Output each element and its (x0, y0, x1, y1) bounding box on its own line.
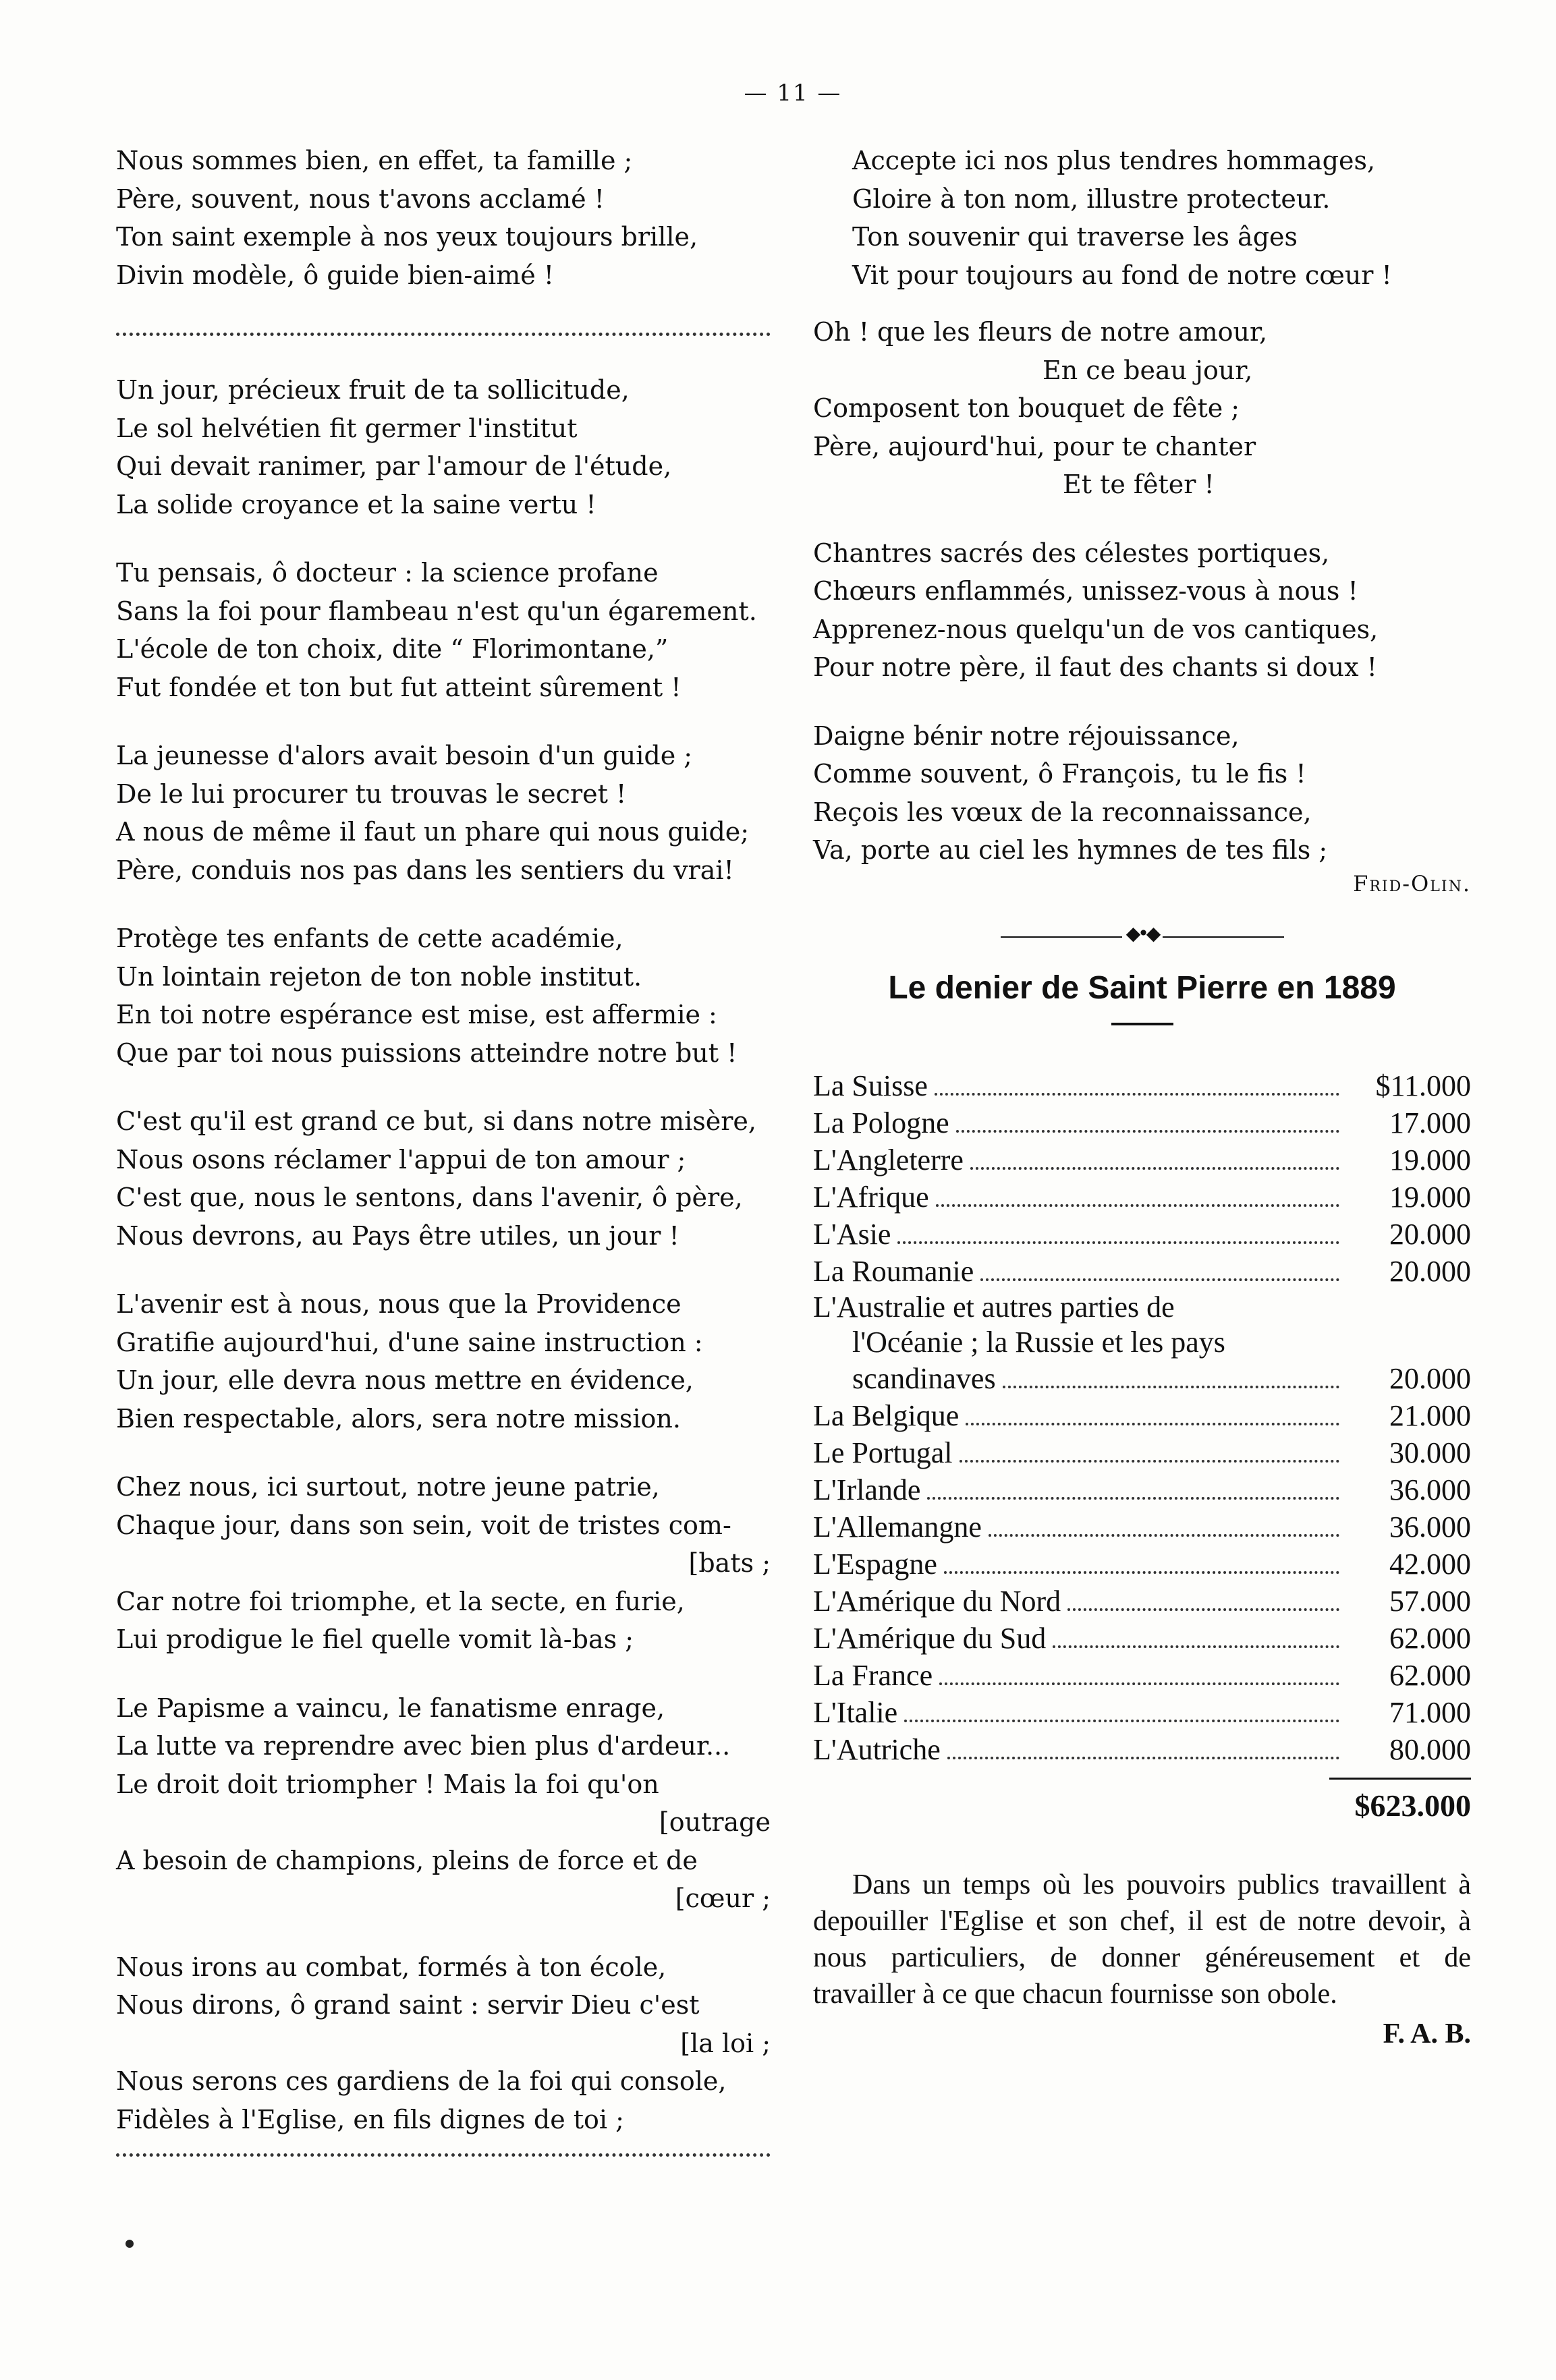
poem-line: La solide croyance et la saine vertu ! (116, 489, 596, 519)
poem-line: Gloire à ton nom, illustre protecteur. (852, 183, 1331, 214)
poem-line: Composent ton bouquet de fête ; (813, 393, 1240, 423)
table-row: L'Afrique 19.000 (813, 1180, 1471, 1214)
poem-line: Lui prodigue le fiel quelle vomit là-bas ; (116, 1624, 634, 1654)
poem-stanza (116, 1285, 771, 1438)
poem-line: Nous devrons, au Pays être utiles, un jour ! (116, 1220, 679, 1251)
poem-stanza (116, 737, 771, 889)
poem-stanza (116, 554, 771, 706)
poem-line: C'est que, nous le sentons, dans l'avenir, ô père, (116, 1183, 743, 1212)
page-number: — 11 — (744, 80, 842, 107)
poem-line: Un jour, précieux fruit de ta sollicitude, (116, 375, 630, 405)
poem-line: Chaque jour, dans son sein, voit de tristes com- (116, 1510, 731, 1540)
poem-line: Va, porte au ciel les hymnes de tes fils ; (813, 835, 1328, 865)
dotted-separator (116, 324, 771, 336)
heading-rule (1111, 1023, 1173, 1025)
dotted-separator (116, 2145, 771, 2157)
poem-line: Car notre foi triomphe, et la secte, en furie, (116, 1586, 685, 1616)
poem-line: Père, conduis nos pas dans les sentiers du vrai! (116, 855, 734, 885)
poem-line: Oh ! que les fleurs de notre amour, (813, 317, 1268, 347)
poem-line: Chantres sacrés des célestes portiques, (813, 538, 1330, 568)
poem-line: A nous de même il faut un phare qui nous guide; (116, 817, 750, 847)
poem-line: Tu pensais, ô docteur : la science profane (116, 558, 659, 588)
table-row: L'Espagne 42.000 (813, 1547, 1471, 1581)
poem-line-continuation: [cœur ; (675, 1883, 771, 1913)
poem-line: Nous dirons, ô grand saint : servir Dieu c'est (116, 1990, 700, 2020)
ornamental-divider: ◆•◆ (1001, 930, 1284, 944)
poem-line: Vit pour toujours au fond de notre cœur ! (852, 260, 1392, 290)
poem-line: Nous irons au combat, formés à ton école, (116, 1952, 667, 1982)
poem-line-continuation: [bats ; (688, 1548, 771, 1578)
poem-stanza (116, 919, 771, 1072)
poem-line: Daigne bénir notre réjouissance, (813, 720, 1240, 751)
poem-line: Un jour, elle devra nous mettre en évidence, (116, 1365, 694, 1395)
poem-line: Divin modèle, ô guide bien-aimé ! (116, 260, 555, 290)
poem-line: Chœurs enflammés, unissez-vous à nous ! (813, 576, 1358, 606)
poem-signature: Frid-Olin. (1353, 870, 1471, 897)
table-row: La Belgique 21.000 (813, 1398, 1471, 1432)
poem-stanza (116, 371, 771, 523)
poem-line: Le droit doit triompher ! Mais la foi qu'on (116, 1769, 659, 1799)
poem-stanza (813, 534, 1471, 687)
table-row: La Roumanie 20.000 (813, 1254, 1471, 1288)
poem-line: C'est qu'il est grand ce but, si dans notre misère, (116, 1106, 756, 1136)
table-row: L'Irlande 36.000 (813, 1473, 1471, 1506)
poem-line-continuation: [la loi ; (680, 2028, 771, 2058)
poem-stanza (813, 142, 1471, 294)
right-column (813, 142, 1471, 2050)
article-heading: Le denier de Saint Pierre en 1889 (888, 969, 1396, 1006)
poem-line: Fut fondée et ton but fut atteint sûrement ! (116, 672, 682, 702)
poem-line: Pour notre père, il faut des chants si doux ! (813, 652, 1377, 682)
poem-line: Fidèles à l'Eglise, en fils dignes de toi ; (116, 2104, 624, 2134)
poem-line: Ton saint exemple à nos yeux toujours brille, (116, 222, 698, 252)
poem-stanza (116, 1948, 771, 2139)
left-column (116, 142, 771, 2192)
table-row-australia: L'Australie et autres parties de l'Océanie ; la Russie et les pays scandinaves 20.000 (813, 1290, 1471, 1395)
poem-stanza (116, 1468, 771, 1659)
paragraph-signature: F. A. B. (1383, 2018, 1471, 2049)
poem-line: Comme souvent, ô François, tu le fis ! (813, 759, 1306, 789)
table-row: L'Angleterre 19.000 (813, 1143, 1471, 1177)
poem-stanza (116, 1689, 771, 1918)
poem-line: Et te fêter ! (1063, 470, 1215, 499)
total-rule (1329, 1778, 1471, 1780)
poem-line: Un lointain rejeton de ton noble institut. (116, 961, 642, 992)
table-row: L'Amérique du Sud 62.000 (813, 1621, 1471, 1655)
table-total: $623.000 (1354, 1788, 1471, 1823)
poem-line: Chez nous, ici surtout, notre jeune patrie, (116, 1472, 660, 1502)
poem-line: Sans la foi pour flambeau n'est qu'un égarement. (116, 596, 757, 626)
paragraph-text: Dans un temps où les pouvoirs publics travaillent à depouiller l'Eglise et son chef, il est de notre devoir, à nous particuliers, de donner généreusement et de travailler à ce que chacun fournisse son obole. (813, 1869, 1471, 2010)
table-row: L'Italie 71.000 (813, 1695, 1471, 1729)
poem-line: Le Papisme a vaincu, le fanatisme enrage, (116, 1693, 665, 1723)
table-row: La Suisse $11.000 (813, 1069, 1471, 1102)
poem-line: Père, aujourd'hui, pour te chanter (813, 431, 1256, 461)
table-row: L'Amérique du Nord 57.000 (813, 1584, 1471, 1618)
poem-line: Nous osons réclamer l'appui de ton amour ; (116, 1144, 686, 1174)
poem-line: En ce beau jour, (1043, 355, 1253, 385)
poem-line: De le lui procurer tu trouvas le secret ! (116, 778, 627, 809)
table-row: La Pologne 17.000 (813, 1106, 1471, 1139)
poem-line: Nous serons ces gardiens de la foi qui console, (116, 2066, 727, 2096)
table-row: L'Allemangne 36.000 (813, 1510, 1471, 1543)
poem-line: Ton souvenir qui traverse les âges (852, 222, 1298, 252)
poem-line: Qui devait ranimer, par l'amour de l'étude, (116, 451, 672, 481)
poem-line: La jeunesse d'alors avait besoin d'un guide ; (116, 741, 693, 770)
poem-line: En toi notre espérance est mise, est affermie : (116, 1000, 717, 1029)
poem-stanza (813, 313, 1471, 504)
table-row: La France 62.000 (813, 1658, 1471, 1692)
poem-line: Père, souvent, nous t'avons acclamé ! (116, 183, 605, 214)
ink-dot (126, 2240, 134, 2248)
donation-table (813, 1067, 1471, 1768)
poem-stanza (116, 142, 771, 294)
poem-line: Accepte ici nos plus tendres hommages, (852, 146, 1376, 175)
table-row: Le Portugal 30.000 (813, 1436, 1471, 1469)
poem-line: Protège tes enfants de cette académie, (116, 924, 623, 953)
poem-line: A besoin de champions, pleins de force et de (116, 1845, 698, 1875)
poem-line: Apprenez-nous quelqu'un de vos cantiques, (813, 614, 1379, 644)
poem-line: Le sol helvétien fit germer l'institut (116, 413, 578, 443)
poem-line: La lutte va reprendre avec bien plus d'ardeur... (116, 1731, 731, 1761)
poem-line: L'avenir est à nous, nous que la Providence (116, 1289, 682, 1319)
poem-line: L'école de ton choix, dite “ Florimontane,” (116, 634, 669, 664)
poem-line: Bien respectable, alors, sera notre mission. (116, 1403, 681, 1434)
poem-line: Gratifie aujourd'hui, d'une saine instruction : (116, 1327, 703, 1357)
poem-stanza (813, 717, 1471, 870)
poem-line-continuation: [outrage (659, 1807, 771, 1837)
poem-line: Que par toi nous puissions atteindre notre but ! (116, 1038, 738, 1068)
table-row: L'Autriche 80.000 (813, 1732, 1471, 1766)
poem-line: Nous sommes bien, en effet, ta famille ; (116, 146, 633, 175)
closing-paragraph (813, 1867, 1471, 2050)
poem-stanza (116, 1102, 771, 1255)
poem-line: Reçois les vœux de la reconnaissance, (813, 797, 1312, 827)
table-row: L'Asie 20.000 (813, 1217, 1471, 1251)
